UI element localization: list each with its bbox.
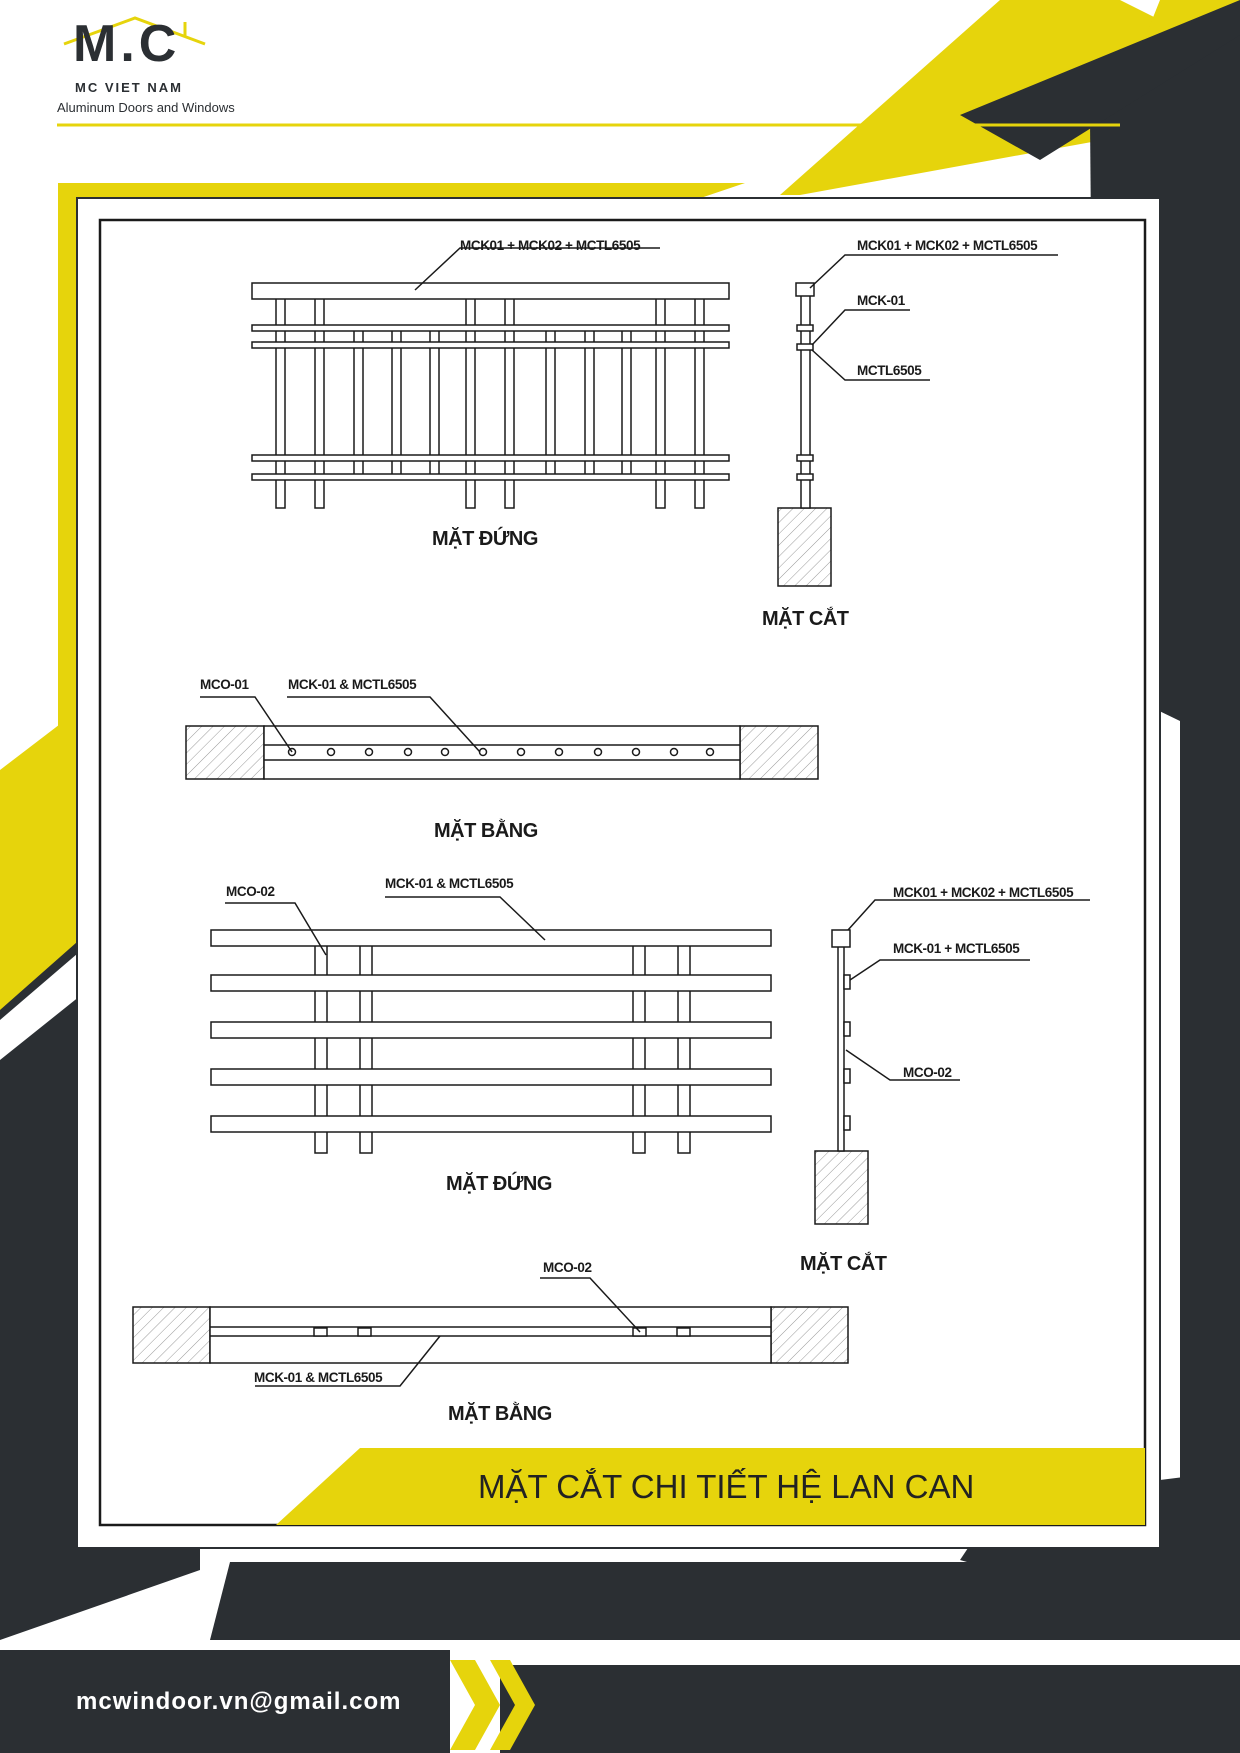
d1-plan-view: MẶT BẰNG [434, 820, 538, 842]
d2-elevation-label-right: MCK-01 & MCTL6505 [385, 876, 514, 891]
logo [57, 14, 257, 74]
brand-name: MC VIET NAM [75, 80, 183, 95]
d2-plan-label-top: MCO-02 [543, 1260, 592, 1275]
d1-section-label-low: MCTL6505 [857, 363, 922, 378]
footer-bar-right [500, 1665, 1240, 1753]
d1-plan-label-left: MCO-01 [200, 677, 249, 692]
brand-tagline: Aluminum Doors and Windows [57, 100, 235, 115]
d2-elevation-label-left: MCO-02 [226, 884, 275, 899]
d2-section-label-top: MCK01 + MCK02 + MCTL6505 [893, 885, 1074, 900]
d2-section-label-low: MCO-02 [903, 1065, 952, 1080]
d1-elevation-label: MCK01 + MCK02 + MCTL6505 [460, 238, 641, 253]
logo-letters: M.C [73, 15, 181, 73]
page-title: MẶT CẮT CHI TIẾT HỆ LAN CAN [478, 1468, 975, 1505]
d2-plan-view: MẶT BẰNG [448, 1403, 552, 1425]
footer-email[interactable]: mcwindoor.vn@gmail.com [76, 1688, 402, 1715]
d2-elevation-view: MẶT ĐỨNG [446, 1173, 552, 1195]
d1-elevation-view: MẶT ĐỨNG [432, 528, 538, 550]
d1-plan-label-right: MCK-01 & MCTL6505 [288, 677, 417, 692]
d2-section-label-mid: MCK-01 + MCTL6505 [893, 941, 1020, 956]
d1-section-label-top: MCK01 + MCK02 + MCTL6505 [857, 238, 1038, 253]
d2-section-view: MẶT CẮT [800, 1253, 887, 1275]
d1-section-view: MẶT CẮT [762, 608, 849, 630]
d1-section-label-mid: MCK-01 [857, 293, 905, 308]
d2-plan-label-bottom: MCK-01 & MCTL6505 [254, 1370, 383, 1385]
